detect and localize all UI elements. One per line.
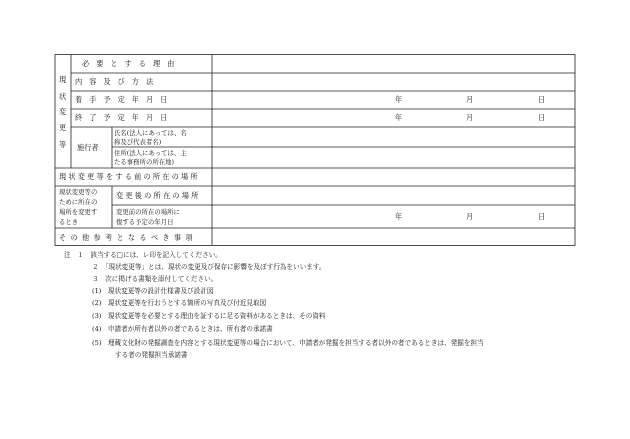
- return-day-unit: 日: [538, 212, 546, 221]
- end-year-unit: 年: [395, 113, 403, 122]
- start-month-unit: 月: [466, 95, 474, 104]
- side-label-char: 変: [59, 107, 67, 116]
- note-item: 注 １ 該当する□には、レ印を記入してください。: [64, 251, 222, 259]
- side-label-char: 等: [59, 140, 67, 149]
- note-item: ３ 次に掲げる書類を添付してください。: [92, 275, 218, 283]
- location-group-label-line4: るとき: [59, 218, 79, 226]
- start-day-unit: 日: [538, 95, 546, 104]
- row-label-end-date: 終了予定年月日: [75, 113, 175, 122]
- return-year-unit: 年: [395, 212, 403, 221]
- location-group-label-line1: 現状変更等の: [59, 188, 98, 196]
- row-label-location-before: 現状変更等をする前の所在の場所: [59, 172, 200, 181]
- executor-name-label-line1: 氏名(法人にあっては、名: [114, 129, 187, 137]
- executor-address-label-line1: 住所(法人にあっては、主: [114, 149, 187, 157]
- location-group-label-line3: 場所を変更す: [59, 208, 98, 216]
- row-label-other-notes: その他参考となるべき事項: [59, 233, 197, 242]
- executor-label: 施行者: [77, 143, 99, 152]
- end-day-unit: 日: [538, 113, 546, 122]
- note-sub-item: (2) 現状変更等を行おうとする箇所の写真及び付近見取図: [92, 299, 267, 307]
- note-sub-item: (1) 現状変更等の設計仕様書及び設計図: [92, 287, 214, 295]
- return-month-unit: 月: [466, 212, 474, 221]
- location-group-label-line2: ために所在の: [59, 198, 98, 206]
- note-sub-item: (3) 現状変更等を必要とする理由を証するに足る資料があるときは、その資料: [92, 312, 326, 320]
- note-sub-item: (4) 申請者が所有者以外の者であるときは、所有者の承諾書: [92, 325, 273, 333]
- row-label-content: 内容及び方法: [75, 77, 161, 86]
- start-year-unit: 年: [395, 95, 403, 104]
- return-date-label-line1: 変更前の所在の場所に: [116, 208, 180, 216]
- end-month-unit: 月: [466, 113, 474, 122]
- executor-name-label-line2: 称及び代表者名): [114, 138, 162, 146]
- note-sub-item: (5) 埋蔵文化財の発掘調査を内容とする現状変更等の場合において、申請者が発掘を担当する者以外の者であるときは、発掘を担当: [92, 339, 484, 347]
- side-label-char: 現: [59, 75, 67, 84]
- row-label-location-after: 変更後の所在の場所: [116, 191, 201, 200]
- return-date-label-line2: 復する予定の年月日: [116, 218, 174, 226]
- row-label-start-date: 着手予定年月日: [75, 95, 175, 104]
- side-label-char: 状: [59, 92, 67, 101]
- side-label-char: 更: [59, 123, 67, 132]
- note-sub-item-continuation: する者の発掘担当承諾書: [115, 351, 188, 359]
- row-label-reason: 必要とする理由: [82, 59, 182, 68]
- note-item: ２ 「現状変更等」とは、現状の変更及び保存に影響を及ぼす行為をいいます。: [92, 263, 326, 271]
- executor-address-label-line2: たる事務所の所在地): [114, 158, 175, 166]
